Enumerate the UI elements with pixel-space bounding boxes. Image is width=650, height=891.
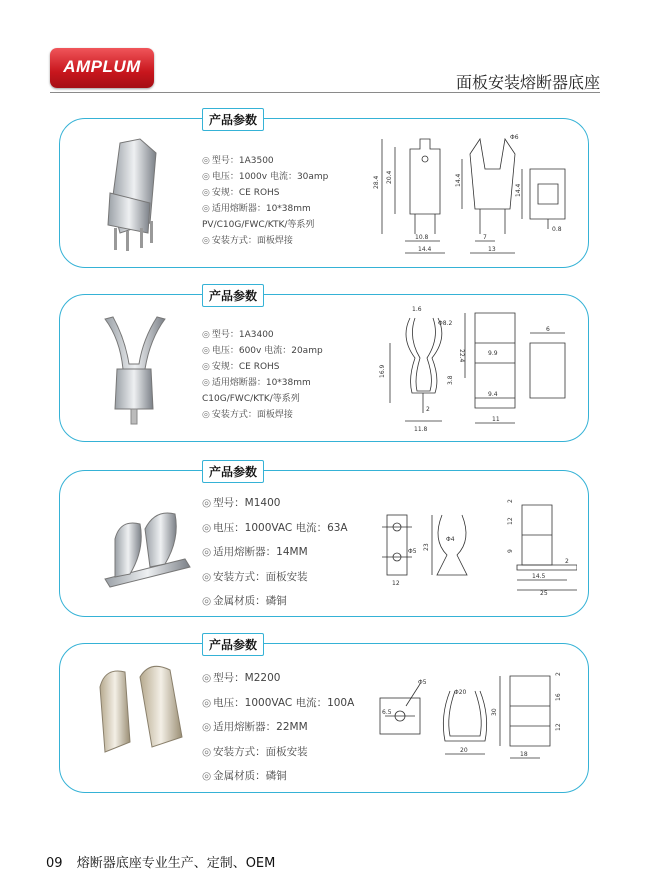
spec-row: ◎ 型号：M1400 xyxy=(202,491,348,516)
dim-label: 22.4 xyxy=(458,349,465,363)
spec-row: ◎ 型号：1A3500 xyxy=(202,153,328,169)
product-card-1a3500 xyxy=(59,113,589,268)
product-photo xyxy=(95,309,175,429)
dim-label: 3.8 xyxy=(447,375,454,385)
spec-row: ◎ 安装方式：面板焊接 xyxy=(202,233,328,249)
spec-row: ◎ 金属材质：磷铜 xyxy=(202,764,354,789)
product-photo xyxy=(100,499,195,589)
dim-label: 13 xyxy=(488,246,496,253)
spec-row: ◎ 电压：1000v 电流：30amp xyxy=(202,169,328,185)
dim-label: 23 xyxy=(423,543,430,551)
dim-label: 20.4 xyxy=(386,170,393,184)
spec-row: PV/C10G/FWC/KTK/等系列 xyxy=(202,220,315,230)
spec-list xyxy=(202,491,348,614)
dim-label: 25 xyxy=(540,590,548,595)
dim-label: 10.8 xyxy=(415,234,429,241)
spec-row: ◎ 安装方式：面板安装 xyxy=(202,740,354,765)
dim-label: 14.5 xyxy=(532,573,546,580)
amplum-logo xyxy=(50,48,154,88)
spec-row: ◎ 型号：1A3400 xyxy=(202,327,323,343)
footer-text: 熔断器底座专业生产、定制、OEM xyxy=(76,856,276,871)
technical-drawing xyxy=(370,666,575,776)
technical-drawing xyxy=(370,303,580,435)
spec-row: ◎ 安装方式：面板焊接 xyxy=(202,407,323,423)
spec-row: C10G/FWC/KTK/等系列 xyxy=(202,394,300,404)
technical-drawing xyxy=(370,129,580,259)
dim-label: 14.4 xyxy=(455,173,462,187)
header-divider xyxy=(50,92,600,93)
product-card-m2200 xyxy=(59,638,589,793)
spec-row: ◎ 安规：CE ROHS xyxy=(202,185,328,201)
dim-label: Φ6 xyxy=(510,134,519,141)
dim-label: 16 xyxy=(555,693,562,701)
spec-row: ◎ 适用熔断器：10*38mm xyxy=(202,201,328,217)
spec-list xyxy=(202,153,328,249)
spec-row: ◎ 电压：1000VAC 电流：63A xyxy=(202,516,348,541)
dim-label: Φ8.2 xyxy=(438,320,453,327)
spec-list xyxy=(202,327,323,423)
spec-row: ◎ 电压：1000VAC 电流：100A xyxy=(202,691,354,716)
product-photo xyxy=(100,133,170,253)
dim-label: 1.6 xyxy=(412,306,422,313)
dim-label: 18 xyxy=(520,751,528,758)
dim-label: 0.8 xyxy=(552,226,562,233)
spec-row: ◎ 金属材质：磷铜 xyxy=(202,589,348,614)
dim-label: 9.4 xyxy=(488,391,498,398)
dim-label: 9.9 xyxy=(488,350,498,357)
dim-label: Φ5 xyxy=(418,679,427,686)
dim-label: 16.9 xyxy=(379,364,386,378)
logo-text: AMPLUM xyxy=(63,57,141,76)
dim-label: 12 xyxy=(555,723,562,731)
dim-label: 2 xyxy=(565,558,569,565)
spec-row: ◎ 安规：CE ROHS xyxy=(202,359,323,375)
page-footer xyxy=(46,852,275,871)
spec-row: ◎ 适用熔断器：10*38mm xyxy=(202,375,323,391)
dim-label: 7 xyxy=(483,234,487,241)
product-photo xyxy=(90,662,200,762)
dim-label: 2 xyxy=(426,406,430,413)
dim-label: 20 xyxy=(460,747,468,754)
product-card-m1400 xyxy=(59,465,589,617)
spec-row: ◎ 安装方式：面板安装 xyxy=(202,565,348,590)
technical-drawing xyxy=(372,495,577,595)
spec-row: ◎ 电压：600v 电流：20amp xyxy=(202,343,323,359)
dim-label: Φ5 xyxy=(408,548,417,555)
dim-label: 11.8 xyxy=(414,426,428,433)
spec-list xyxy=(202,666,354,789)
dim-label: 6.5 xyxy=(382,709,392,716)
dim-label: 9 xyxy=(507,549,514,553)
dim-label: Φ20 xyxy=(454,689,467,696)
spec-row: ◎ 适用熔断器：22MM xyxy=(202,715,354,740)
dim-label: Φ4 xyxy=(446,536,455,543)
dim-label: 30 xyxy=(491,708,498,716)
page-number: 09 xyxy=(46,856,63,871)
dim-label: 11 xyxy=(492,416,500,423)
dim-label: 14.4 xyxy=(418,246,432,253)
card-label: 产品参数 xyxy=(202,284,264,307)
card-label: 产品参数 xyxy=(202,108,264,131)
dim-label: 12 xyxy=(507,517,514,525)
dim-label: 28.4 xyxy=(373,175,380,189)
dim-label: 12 xyxy=(392,580,400,587)
spec-row: ◎ 适用熔断器：14MM xyxy=(202,540,348,565)
card-label: 产品参数 xyxy=(202,460,264,483)
dim-label: 2 xyxy=(507,499,514,503)
product-card-1a3400 xyxy=(59,289,589,442)
spec-row: ◎ 型号：M2200 xyxy=(202,666,354,691)
dim-label: 2 xyxy=(555,672,562,676)
card-label: 产品参数 xyxy=(202,633,264,656)
dim-label: 6 xyxy=(546,326,550,333)
page-title: 面板安装熔断器底座 xyxy=(455,73,600,92)
dim-label: 14.4 xyxy=(515,183,522,197)
